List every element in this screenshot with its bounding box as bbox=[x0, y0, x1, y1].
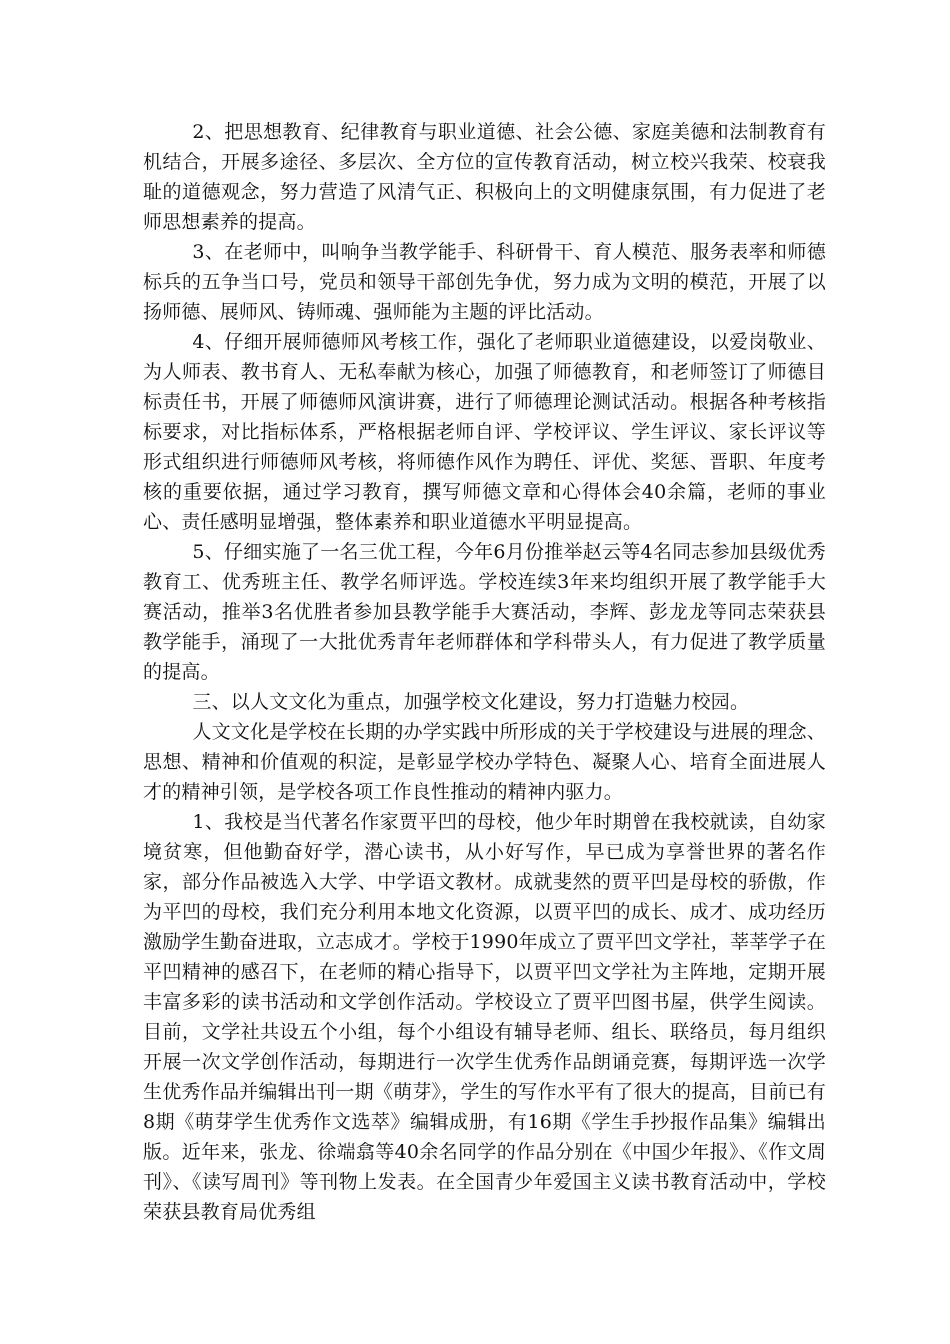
section-heading-3: 三、以人文文化为重点，加强学校文化建设，努力打造魅力校园。 bbox=[192, 691, 750, 713]
paragraph-item-3: 3、在老师中，叫响争当教学能手、科研骨干、育人模范、服务表率和师德标兵的五争当口号，党员和领导干部创先争优，努力成为文明的模范，开展了以扬师德、展师风、铸师魂、强师能为主题的评比活动。 bbox=[143, 241, 826, 323]
paragraph-item-1: 1、我校是当代著名作家贾平凹的母校，他少年时期曾在我校就读，自幼家境贫寒，但他勤奋好学，潜心读书，从小好写作，早已成为享誉世界的著名作家，部分作品被选入大学、中学语文教材。成就斐然的贾平凹是母校的骄傲，作为平凹的母校，我们充分利用本地文化资源，以贾平凹的成长、成才、成功经历激励学生勤奋进取，立志成才。学校于1990年成立了贾平凹文学社，莘莘学子在平凹精神的感召下，在老师的精心指导下，以贾平凹文学社为主阵地，定期开展丰富多彩的读书活动和文学创作活动。学校设立了贾平凹图书屋，供学生阅读。目前，文学社共设五个小组，每个小组设有辅导老师、组长、联络员，每月组织开展一次文学创作活动，每期进行一次学生优秀作品朗诵竞赛，每期评选一次学生优秀作品并编辑出刊一期《萌芽》，学生的写作水平有了很大的提高，目前已有8期《萌芽学生优秀作文选萃》编辑成册，有16期《学生手抄报作品集》编辑出版。近年来，张龙、徐端翕等40余名同学的作品分别在《中国少年报》、《作文周刊》、《读写周刊》等刊物上发表。在全国青少年爱国主义读书教育活动中，学校荣获县教育局优秀组 bbox=[143, 811, 826, 1223]
paragraph-item-2: 2、把思想教育、纪律教育与职业道德、社会公德、家庭美德和法制教育有机结合，开展多途径、多层次、全方位的宣传教育活动，树立校兴我荣、校衰我耻的道德观念，努力营造了风清气正、积极向上的文明健康氛围，有力促进了老师思想素养的提高。 bbox=[143, 121, 826, 233]
paragraph-item-4: 4、仔细开展师德师风考核工作，强化了老师职业道德建设，以爱岗敬业、为人师表、教书育人、无私奉献为核心，加强了师德教育，和老师签订了师德目标责任书，开展了师德师风演讲赛，进行了师德理论测试活动。根据各种考核指标要求，对比指标体系，严格根据老师自评、学校评议、学生评议、家长评议等形式组织进行师德师风考核，将师德作风作为聘任、评优、奖惩、晋职、年度考核的重要依据，通过学习教育，撰写师德文章和心得体会40余篇，老师的事业心、责任感明显增强，整体素养和职业道德水平明显提高。 bbox=[143, 331, 826, 533]
section-intro-paragraph: 人文文化是学校在长期的办学实践中所形成的关于学校建设与进展的理念、思想、精神和价值观的积淀，是彰显学校办学特色、凝聚人心、培育全面进展人才的精神引领，是学校各项工作良性推动的精神内驱力。 bbox=[143, 721, 826, 803]
paragraph-item-5: 5、仔细实施了一名三优工程，今年6月份推举赵云等4名同志参加县级优秀教育工、优秀班主任、教学名师评选。学校连续3年来均组织开展了教学能手大赛活动，推举3名优胜者参加县教学能手大赛活动，李辉、彭龙龙等同志荣获县教学能手，涌现了一大批优秀青年老师群体和学科带头人，有力促进了教学质量的提高。 bbox=[143, 541, 826, 683]
document-body bbox=[143, 117, 826, 1227]
